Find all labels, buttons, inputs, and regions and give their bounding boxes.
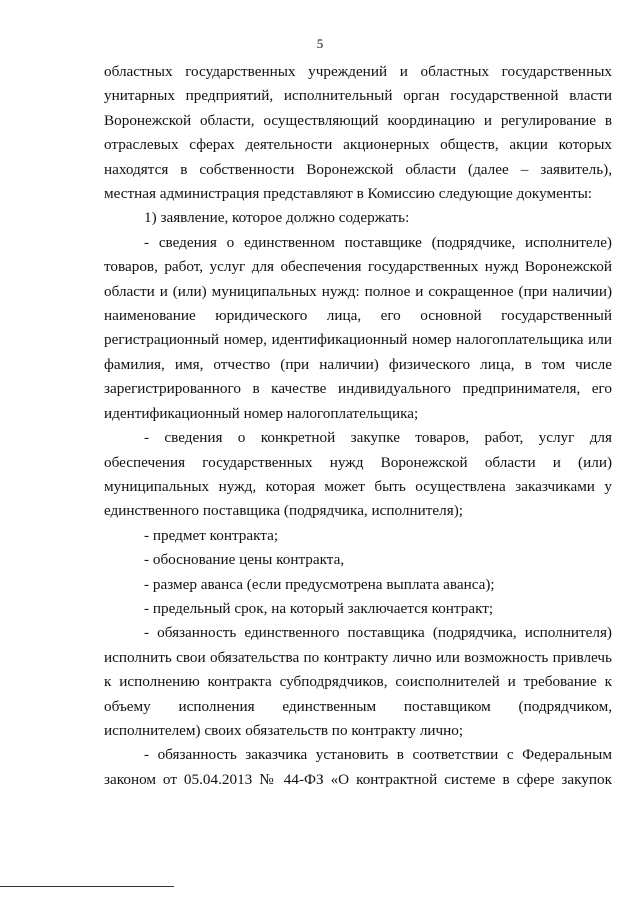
text-line: законом от 05.04.2013 № 44-ФЗ «О контрактной системе в сфере закупок [104, 770, 612, 788]
text-line: - сведения о единственном поставщике (подрядчике, исполнителе) [144, 233, 612, 251]
text-line: муниципальных нужд, которая может быть осуществлена заказчиками у [104, 477, 612, 495]
text-line: 1) заявление, которое должно содержать: [144, 209, 410, 227]
text-line: фамилия, имя, отчество (при наличии) физического лица, в том числе [104, 355, 612, 373]
text-line: - обязанность единственного поставщика (подрядчика, исполнителя) [144, 624, 612, 642]
scan-edge-line [0, 886, 174, 887]
text-line: зарегистрированного в качестве индивидуального предпринимателя, его [104, 380, 612, 398]
text-line: унитарных предприятий, исполнительный орган государственной власти [104, 87, 612, 105]
paragraph-price-justification [104, 548, 612, 572]
paragraph-advance-amount [104, 573, 612, 597]
text-line: к исполнению контракта субподрядчиков, соисполнителей и требование к [104, 673, 612, 691]
text-line: отраслевых сферах деятельности акционерных обществ, акции которых [104, 136, 612, 154]
document-body [104, 60, 612, 792]
paragraph-purchase-info [104, 426, 612, 524]
text-line: - предмет контракта; [144, 526, 279, 544]
page-number: 5 [316, 36, 324, 51]
text-line: объему исполнения единственным поставщиком (подрядчиком, [104, 697, 612, 715]
text-line: находятся в собственности Воронежской области (далее – заявитель), [104, 160, 612, 178]
paragraph-applicant-definition [104, 60, 612, 206]
paragraph-supplier-obligation [104, 621, 612, 743]
paragraph-customer-obligation [104, 743, 612, 792]
text-line: областных государственных учреждений и областных государственных [104, 63, 612, 80]
text-line: единственного поставщика (подрядчика, исполнителя); [104, 502, 463, 520]
paragraph-supplier-info [104, 231, 612, 426]
text-line: обеспечения государственных нужд Воронежской области и (или) [104, 453, 612, 471]
text-line: - размер аванса (если предусмотрена выплата аванса); [144, 575, 495, 593]
paragraph-contract-subject [104, 524, 612, 548]
text-line: исполнить свои обязательства по контракту лично или возможность привлечь [104, 648, 612, 666]
text-line: идентификационный номер налогоплательщика; [104, 404, 419, 422]
text-line: Воронежской области, осуществляющий координацию и регулирование в [104, 111, 612, 129]
text-line: исполнителем) своих обязательств по контракту лично; [104, 721, 464, 739]
text-line: регистрационный номер, идентификационный номер налогоплательщика или [104, 331, 612, 349]
paragraph-item-1 [104, 206, 612, 230]
text-line: местная администрация представляют в Комиссию следующие документы: [104, 185, 593, 203]
text-line: наименование юридического лица, его основной государственный [104, 307, 612, 325]
text-line: - обоснование цены контракта, [144, 551, 345, 569]
text-line: - предельный срок, на который заключается контракт; [144, 599, 494, 617]
text-line: товаров, работ, услуг для обеспечения государственных нужд Воронежской [104, 258, 612, 276]
paragraph-contract-term [104, 597, 612, 621]
text-line: - сведения о конкретной закупке товаров, работ, услуг для [144, 429, 612, 447]
text-line: - обязанность заказчика установить в соответствии с Федеральным [144, 746, 612, 764]
text-line: области и (или) муниципальных нужд: полное и сокращенное (при наличии) [104, 282, 612, 300]
